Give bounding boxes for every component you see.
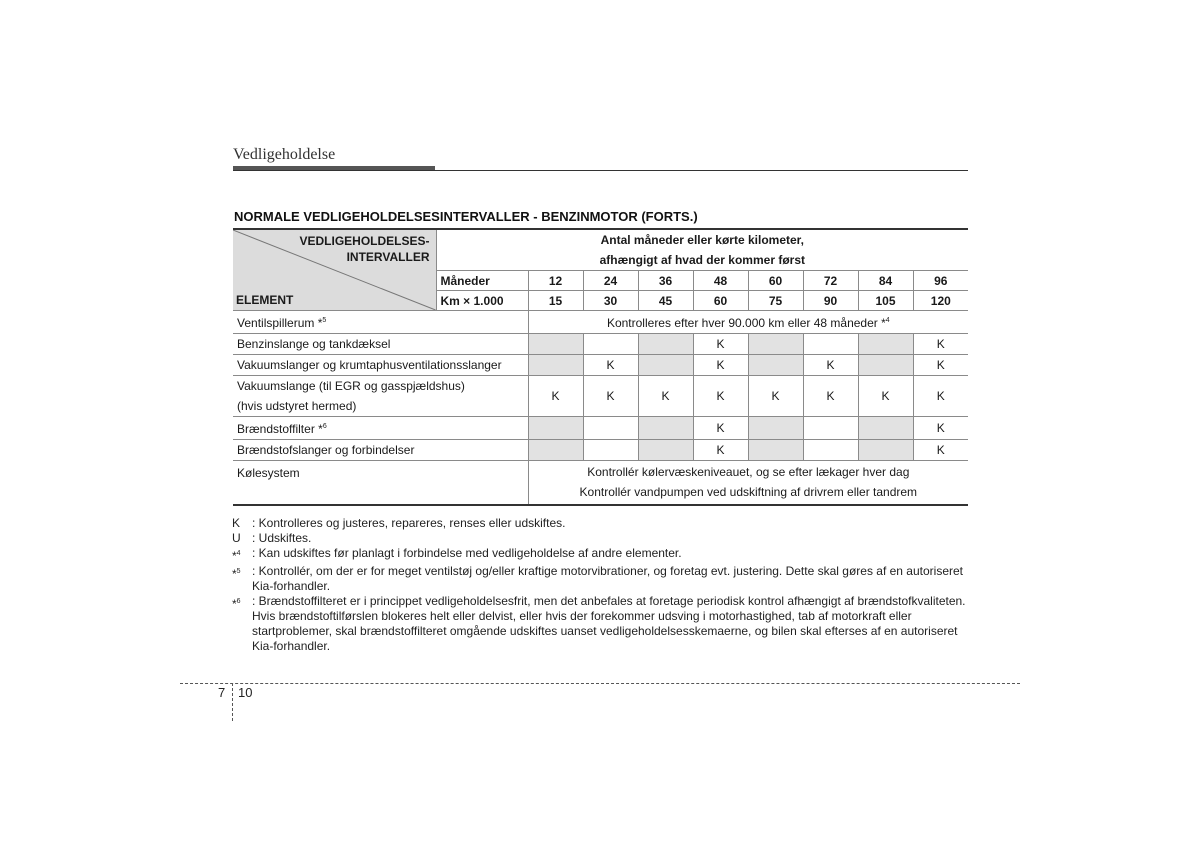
header-rule: [233, 170, 968, 171]
schedule-cell: [638, 440, 693, 461]
schedule-cell: [528, 440, 583, 461]
intervals-label: VEDLIGEHOLDELSES- INTERVALLER: [299, 234, 430, 264]
months-value: 12: [528, 271, 583, 291]
page-number: 10: [238, 685, 253, 700]
row-item: Benzinslange og tankdæksel: [233, 334, 528, 355]
table-title: NORMALE VEDLIGEHOLDELSESINTERVALLER - BENZINMOTOR (FORTS.): [234, 209, 698, 224]
footnote: *$^5$ : Kontrollér, om der er for meget ventilstøj og/eller kraftige motorvibrationer, og foretag evt. justering. Dette skal gøres af en autoriseret Kia-forhandler.: [232, 564, 963, 593]
footer-rule: [180, 683, 1020, 684]
row-item: Kølesystem: [233, 461, 528, 505]
schedule-cell: K: [913, 417, 968, 440]
schedule-cell: K: [528, 376, 583, 417]
schedule-cell: K: [913, 440, 968, 461]
schedule-cell: K: [913, 355, 968, 376]
footnote: *$^6$ : Brændstoffilteret er i princippet vedligeholdelsesfrit, men det anbefales at foretage periodisk kontrol afhængigt af brændstofkvaliteten. Hvis brændstoftilførslen blokeres helt eller delvist, eller hvis der forekommer udsving i motorhastighed, tab af motorkraft eller startproblemer, skal brændstoffilteret omgående udskiftes uanset vedligeholdelsesskemaerne, og bilen skal efterses af en autoriseret Kia-forhandler.: [232, 594, 966, 653]
schedule-cell: [858, 440, 913, 461]
schedule-cell: [583, 334, 638, 355]
km-value: 30: [583, 291, 638, 311]
table-row: [233, 376, 968, 417]
schedule-cell: [858, 417, 913, 440]
table-row: [233, 461, 968, 505]
row-item: Vakuumslanger og krumtaphusventilationsslanger: [233, 355, 528, 376]
table-row: [233, 334, 968, 355]
row-note: Kontrolleres efter hver 90.000 km eller 48 måneder *$^4$: [528, 311, 968, 334]
schedule-cell: [803, 440, 858, 461]
months-value: 84: [858, 271, 913, 291]
footnote: K : Kontrolleres og justeres, repareres, renses eller udskiftes.: [232, 516, 566, 530]
row-item: Ventilspillerum *$^5$: [233, 311, 528, 334]
schedule-cell: K: [693, 440, 748, 461]
row-item: Brændstoffilter *$^6$: [233, 417, 528, 440]
schedule-cell: K: [693, 334, 748, 355]
schedule-cell: K: [858, 376, 913, 417]
schedule-cell: [748, 334, 803, 355]
schedule-cell: K: [693, 417, 748, 440]
table-row: [233, 311, 968, 334]
schedule-cell: K: [693, 376, 748, 417]
schedule-cell: [748, 417, 803, 440]
table-corner-header: [233, 229, 436, 311]
schedule-cell: K: [693, 355, 748, 376]
km-value: 75: [748, 291, 803, 311]
schedule-cell: [583, 417, 638, 440]
footnotes: [232, 516, 972, 654]
schedule-cell: [583, 440, 638, 461]
schedule-cell: K: [583, 376, 638, 417]
months-value: 60: [748, 271, 803, 291]
schedule-cell: K: [748, 376, 803, 417]
schedule-cell: [803, 417, 858, 440]
section-title: Vedligeholdelse: [233, 146, 336, 163]
table-row: [233, 417, 968, 440]
interval-header: Antal måneder eller kørte kilometer, afhængigt af hvad der kommer først: [436, 229, 968, 271]
km-value: 120: [913, 291, 968, 311]
schedule-cell: [748, 355, 803, 376]
km-value: 45: [638, 291, 693, 311]
schedule-cell: [748, 440, 803, 461]
months-value: 96: [913, 271, 968, 291]
schedule-cell: [638, 334, 693, 355]
schedule-cell: K: [583, 355, 638, 376]
months-value: 24: [583, 271, 638, 291]
schedule-cell: [528, 334, 583, 355]
schedule-cell: [638, 417, 693, 440]
km-value: 15: [528, 291, 583, 311]
km-value: 60: [693, 291, 748, 311]
schedule-cell: [858, 334, 913, 355]
section-number: 7: [218, 685, 226, 700]
schedule-cell: [803, 334, 858, 355]
schedule-cell: K: [638, 376, 693, 417]
months-value: 36: [638, 271, 693, 291]
maintenance-table: [233, 228, 968, 506]
schedule-cell: K: [913, 334, 968, 355]
km-label: Km × 1.000: [436, 291, 528, 311]
schedule-cell: [638, 355, 693, 376]
months-value: 72: [803, 271, 858, 291]
row-item: Brændstofslanger og forbindelser: [233, 440, 528, 461]
footnote: *$^4$ : Kan udskiftes før planlagt i forbindelse med vedligeholdelse af andre elementer.: [232, 546, 682, 563]
row-note: Kontrollér kølervæskeniveauet, og se efter lækager hver dag Kontrollér vandpumpen ved udskiftning af drivrem eller tandrem: [528, 461, 968, 505]
table-row: [233, 440, 968, 461]
schedule-cell: K: [803, 376, 858, 417]
footer-divider: [232, 683, 233, 721]
element-label: ELEMENT: [236, 293, 294, 307]
schedule-cell: [528, 355, 583, 376]
km-value: 105: [858, 291, 913, 311]
schedule-cell: [528, 417, 583, 440]
schedule-cell: [858, 355, 913, 376]
schedule-cell: K: [803, 355, 858, 376]
table-row: [233, 355, 968, 376]
months-value: 48: [693, 271, 748, 291]
km-value: 90: [803, 291, 858, 311]
months-label: Måneder: [436, 271, 528, 291]
footnote: U : Udskiftes.: [232, 531, 312, 545]
row-item: Vakuumslange (til EGR og gasspjældshus) (hvis udstyret hermed): [233, 376, 528, 417]
schedule-cell: K: [913, 376, 968, 417]
